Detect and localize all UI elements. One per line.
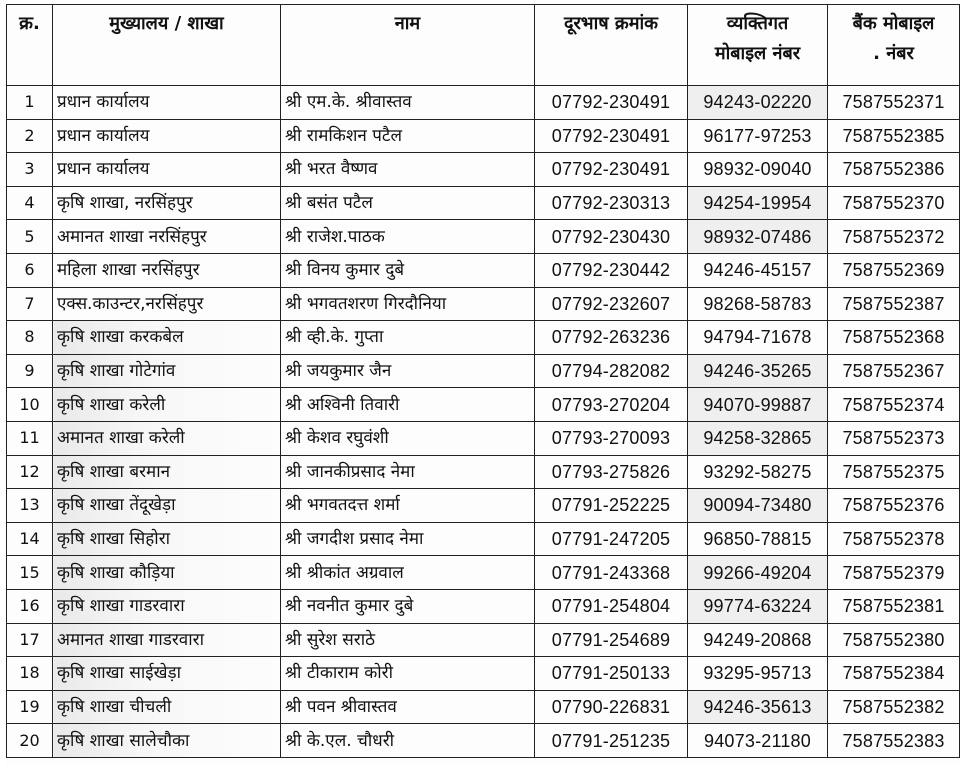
phone-cell: 07791-251235	[535, 724, 688, 758]
table-row	[7, 690, 960, 724]
serial-cell: 14	[7, 522, 53, 556]
personal-mobile-cell: 94246-35613	[688, 690, 828, 724]
bank-mobile-cell: 7587552383	[828, 724, 960, 758]
branch-cell: महिला शाखा नरसिंहपुर	[53, 253, 281, 287]
phone-cell: 07791-254689	[535, 623, 688, 657]
table-row	[7, 522, 960, 556]
serial-cell: 3	[7, 153, 53, 187]
bank-mobile-cell: 7587552376	[828, 489, 960, 523]
serial-cell: 16	[7, 589, 53, 623]
serial-cell: 4	[7, 186, 53, 220]
phone-cell: 07792-230491	[535, 119, 688, 153]
branch-cell: कृषि शाखा करकबेल	[53, 321, 281, 355]
branch-cell: प्रधान कार्यालय	[53, 86, 281, 120]
table-row	[7, 657, 960, 691]
table-row	[7, 253, 960, 287]
serial-cell: 5	[7, 220, 53, 254]
personal-mobile-cell: 98268-58783	[688, 287, 828, 321]
bank-mobile-cell: 7587552379	[828, 556, 960, 590]
bank-mobile-cell: 7587552374	[828, 388, 960, 422]
table-row	[7, 321, 960, 355]
phone-cell: 07792-232607	[535, 287, 688, 321]
header-branch: मुख्यालय / शाखा	[53, 5, 281, 86]
name-cell: श्री श्रीकांत अग्रवाल	[281, 556, 535, 590]
serial-cell: 20	[7, 724, 53, 758]
header-serial: क्र.	[7, 5, 53, 86]
phone-cell: 07791-250133	[535, 657, 688, 691]
personal-mobile-cell: 93295-95713	[688, 657, 828, 691]
personal-mobile-cell: 94258-32865	[688, 421, 828, 455]
name-cell: श्री भगवतदत्त शर्मा	[281, 489, 535, 523]
branch-cell: कृषि शाखा गाडरवारा	[53, 589, 281, 623]
name-cell: श्री अश्विनी तिवारी	[281, 388, 535, 422]
bank-mobile-cell: 7587552378	[828, 522, 960, 556]
table-row	[7, 119, 960, 153]
name-cell: श्री जानकीप्रसाद नेमा	[281, 455, 535, 489]
personal-mobile-cell: 94243-02220	[688, 86, 828, 120]
name-cell: श्री राजेश.पाठक	[281, 220, 535, 254]
personal-mobile-cell: 98932-07486	[688, 220, 828, 254]
personal-mobile-cell: 99266-49204	[688, 556, 828, 590]
personal-mobile-cell: 94246-45157	[688, 253, 828, 287]
name-cell: श्री केशव रघुवंशी	[281, 421, 535, 455]
branch-cell: प्रधान कार्यालय	[53, 119, 281, 153]
serial-cell: 19	[7, 690, 53, 724]
header-personal-mobile	[688, 5, 828, 86]
bank-mobile-cell: 7587552373	[828, 421, 960, 455]
name-cell: श्री टीकाराम कोरी	[281, 657, 535, 691]
table-row	[7, 455, 960, 489]
bank-mobile-cell: 7587552387	[828, 287, 960, 321]
header-name: नाम	[281, 5, 535, 86]
name-cell: श्री भरत वैष्णव	[281, 153, 535, 187]
personal-mobile-cell: 98932-09040	[688, 153, 828, 187]
header-personal-mobile-line2: मोबाइल नंबर	[714, 43, 801, 64]
branch-cell: कृषि शाखा करेली	[53, 388, 281, 422]
branch-cell: कृषि शाखा गोटेगांव	[53, 354, 281, 388]
table-row	[7, 153, 960, 187]
bank-mobile-cell: 7587552381	[828, 589, 960, 623]
personal-mobile-cell: 90094-73480	[688, 489, 828, 523]
branch-cell: कृषि शाखा तेंदूखेड़ा	[53, 489, 281, 523]
phone-cell: 07792-263236	[535, 321, 688, 355]
phone-cell: 07791-243368	[535, 556, 688, 590]
branch-cell: एक्स.काउन्टर,नरसिंहपुर	[53, 287, 281, 321]
personal-mobile-cell: 94246-35265	[688, 354, 828, 388]
personal-mobile-cell: 94073-21180	[688, 724, 828, 758]
serial-cell: 8	[7, 321, 53, 355]
table-row	[7, 556, 960, 590]
name-cell: श्री बसंत पटैल	[281, 186, 535, 220]
name-cell: श्री के.एल. चौधरी	[281, 724, 535, 758]
branch-cell: कृषि शाखा, नरसिंहपुर	[53, 186, 281, 220]
contact-directory-document	[6, 4, 959, 766]
branch-cell: अमानत शाखा नरसिंहपुर	[53, 220, 281, 254]
personal-mobile-cell: 96850-78815	[688, 522, 828, 556]
branch-cell: कृषि शाखा साईखेड़ा	[53, 657, 281, 691]
bank-mobile-cell: 7587552382	[828, 690, 960, 724]
serial-cell: 6	[7, 253, 53, 287]
name-cell: श्री पवन श्रीवास्तव	[281, 690, 535, 724]
table-row	[7, 287, 960, 321]
phone-cell: 07793-270204	[535, 388, 688, 422]
contact-table	[6, 4, 960, 758]
branch-cell: कृषि शाखा सिहोरा	[53, 522, 281, 556]
branch-cell: कृषि शाखा बरमान	[53, 455, 281, 489]
name-cell: श्री जगदीश प्रसाद नेमा	[281, 522, 535, 556]
branch-cell: कृषि शाखा चीचली	[53, 690, 281, 724]
bank-mobile-cell: 7587552385	[828, 119, 960, 153]
bank-mobile-cell: 7587552370	[828, 186, 960, 220]
bank-mobile-cell: 7587552371	[828, 86, 960, 120]
personal-mobile-cell: 94254-19954	[688, 186, 828, 220]
serial-cell: 13	[7, 489, 53, 523]
phone-cell: 07791-252225	[535, 489, 688, 523]
branch-cell: कृषि शाखा सालेचौका	[53, 724, 281, 758]
name-cell: श्री नवनीत कुमार दुबे	[281, 589, 535, 623]
table-row	[7, 589, 960, 623]
table-row	[7, 354, 960, 388]
phone-cell: 07793-270093	[535, 421, 688, 455]
serial-cell: 10	[7, 388, 53, 422]
branch-cell: कृषि शाखा कौड़िया	[53, 556, 281, 590]
table-row	[7, 724, 960, 758]
phone-cell: 07792-230442	[535, 253, 688, 287]
header-bank-mobile	[828, 5, 960, 86]
phone-cell: 07792-230313	[535, 186, 688, 220]
serial-cell: 11	[7, 421, 53, 455]
name-cell: श्री एम.के. श्रीवास्तव	[281, 86, 535, 120]
phone-cell: 07791-247205	[535, 522, 688, 556]
serial-cell: 9	[7, 354, 53, 388]
serial-cell: 18	[7, 657, 53, 691]
name-cell: श्री जयकुमार जैन	[281, 354, 535, 388]
serial-cell: 17	[7, 623, 53, 657]
personal-mobile-cell: 93292-58275	[688, 455, 828, 489]
branch-cell: अमानत शाखा करेली	[53, 421, 281, 455]
phone-cell: 07791-254804	[535, 589, 688, 623]
phone-cell: 07792-230491	[535, 153, 688, 187]
table-body	[7, 86, 960, 758]
table-row	[7, 489, 960, 523]
name-cell: श्री व्ही.के. गुप्ता	[281, 321, 535, 355]
name-cell: श्री विनय कुमार दुबे	[281, 253, 535, 287]
serial-cell: 2	[7, 119, 53, 153]
name-cell: श्री रामकिशन पटैल	[281, 119, 535, 153]
bank-mobile-cell: 7587552384	[828, 657, 960, 691]
phone-cell: 07792-230430	[535, 220, 688, 254]
bank-mobile-cell: 7587552368	[828, 321, 960, 355]
phone-cell: 07792-230491	[535, 86, 688, 120]
serial-cell: 7	[7, 287, 53, 321]
serial-cell: 1	[7, 86, 53, 120]
header-row	[7, 5, 960, 86]
table-row	[7, 220, 960, 254]
phone-cell: 07790-226831	[535, 690, 688, 724]
serial-cell: 15	[7, 556, 53, 590]
bank-mobile-cell: 7587552367	[828, 354, 960, 388]
personal-mobile-cell: 94794-71678	[688, 321, 828, 355]
name-cell: श्री भगवतशरण गिरदौनिया	[281, 287, 535, 321]
personal-mobile-cell: 94070-99887	[688, 388, 828, 422]
table-row	[7, 86, 960, 120]
branch-cell: प्रधान कार्यालय	[53, 153, 281, 187]
bank-mobile-cell: 7587552380	[828, 623, 960, 657]
bank-mobile-cell: 7587552372	[828, 220, 960, 254]
personal-mobile-cell: 94249-20868	[688, 623, 828, 657]
table-row	[7, 186, 960, 220]
header-bank-mobile-line2: . नंबर	[873, 43, 914, 64]
table-row	[7, 623, 960, 657]
name-cell: श्री सुरेश सराठे	[281, 623, 535, 657]
table-row	[7, 421, 960, 455]
bank-mobile-cell: 7587552369	[828, 253, 960, 287]
header-phone: दूरभाष क्रमांक	[535, 5, 688, 86]
serial-cell: 12	[7, 455, 53, 489]
header-personal-mobile-line1: व्यक्तिगत	[726, 13, 789, 34]
branch-cell: अमानत शाखा गाडरवारा	[53, 623, 281, 657]
table-header	[7, 5, 960, 86]
bank-mobile-cell: 7587552375	[828, 455, 960, 489]
bank-mobile-cell: 7587552386	[828, 153, 960, 187]
header-bank-mobile-line1: बैंक मोबाइल	[852, 13, 935, 34]
personal-mobile-cell: 99774-63224	[688, 589, 828, 623]
table-row	[7, 388, 960, 422]
phone-cell: 07794-282082	[535, 354, 688, 388]
phone-cell: 07793-275826	[535, 455, 688, 489]
personal-mobile-cell: 96177-97253	[688, 119, 828, 153]
